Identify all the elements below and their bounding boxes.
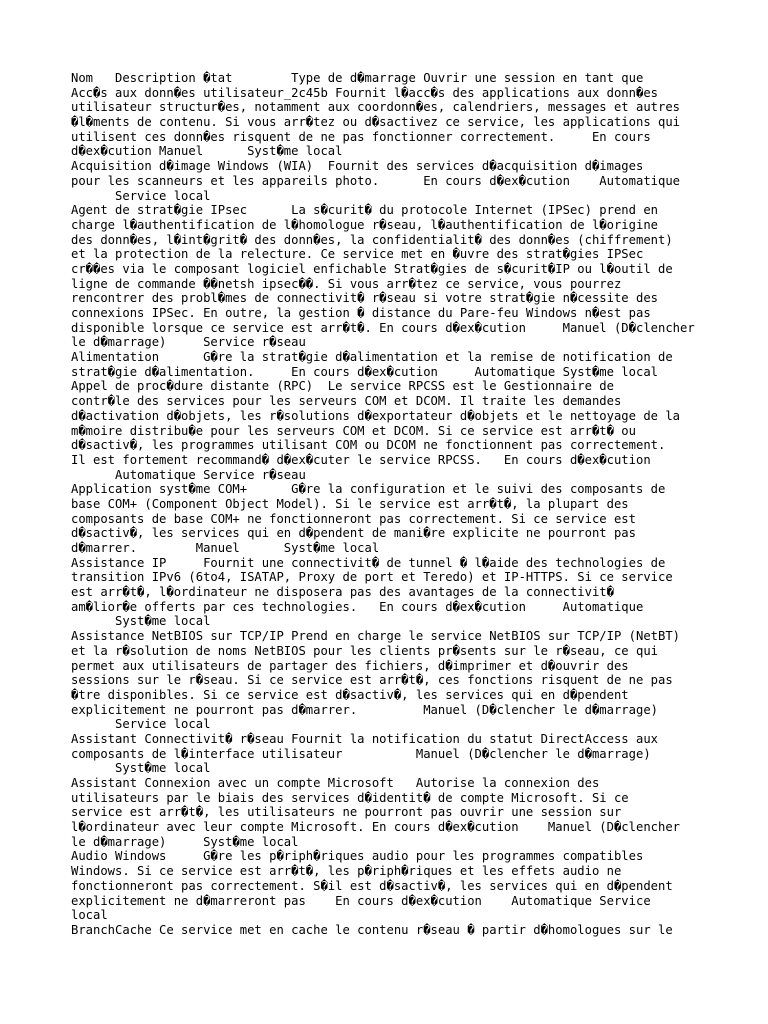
text-line: m�moire distribu�e pour les serveurs COM et DCOM. Si ce service est arr�t� ou [71, 423, 636, 438]
text-line: am�lior�e offerts par ces technologies. En cours d�ex�cution Automatique [71, 599, 644, 614]
text-line: Audio Windows G�re les p�riph�riques audio pour les programmes compatibles [71, 849, 644, 864]
text-line: Syst�me local [71, 761, 211, 776]
text-line: Acquisition d�image Windows (WIA) Fournit des services d�acquisition d�images [71, 159, 644, 174]
text-line: utilisent ces donn�es risquent de ne pas fonctionner correctement. En cours [71, 129, 651, 144]
text-line: �l�ments de contenu. Si vous arr�tez ou d�sactivez ce service, les applications qui [71, 115, 681, 130]
text-line: base COM+ (Component Object Model). Si le service est arr�t�, la plupart des [71, 496, 629, 511]
text-line: d�sactiv�, les services qui en d�pendent de mani�re explicite ne pourront pas [71, 526, 636, 541]
text-line: transition IPv6 (6to4, ISATAP, Proxy de port et Teredo) et IP-HTTPS. Si ce service [71, 570, 673, 585]
text-line: Nom Description �tat Type de d�marrage Ouvrir une session en tant que [71, 71, 644, 85]
text-line: le d�marrage) Service r�seau [71, 335, 306, 350]
text-line: service est arr�t�, les utilisateurs ne pourront pas ouvrir une session sur [71, 805, 622, 820]
text-line: Alimentation G�re la strat�gie d�alimentation et la remise de notification de [71, 350, 673, 365]
text-line: Service local [71, 188, 211, 203]
text-line: utilisateur structur�es, notamment aux coordonn�es, calendriers, messages et autres [71, 100, 681, 115]
text-line: strat�gie d�alimentation. En cours d�ex�cution Automatique Syst�me local [71, 364, 658, 379]
text-line: local [71, 908, 108, 923]
text-line: Assistant Connectivit� r�seau Fournit la notification du statut DirectAccess aux [71, 731, 658, 746]
text-line: pour les scanneurs et les appareils photo. En cours d�ex�cution Automatique [71, 173, 681, 188]
text-line: explicitement ne pourront pas d�marrer. Manuel (D�clencher le d�marrage) [71, 702, 658, 717]
text-line: Il est fortement recommand� d�ex�cuter le service RPCSS. En cours d�ex�cution [71, 452, 651, 467]
text-line: Agent de strat�gie IPsec La s�curit� du protocole Internet (IPSec) prend en [71, 203, 658, 218]
text-line: �tre disponibles. Si ce service est d�sactiv�, les services qui en d�pendent [71, 687, 629, 702]
text-line: composants de l�interface utilisateur Manuel (D�clencher le d�marrage) [71, 746, 651, 761]
text-line: sessions sur le r�seau. Si ce service est arr�t�, ces fonctions risquent de ne pas [71, 673, 673, 688]
text-line: BranchCache Ce service met en cache le contenu r�seau � partir d�homologues sur le [71, 922, 673, 937]
text-line: cr��es via le composant logiciel enfichable Strat�gies de s�curit�IP ou l�outil de [71, 261, 673, 276]
text-line: Assistance IP Fournit une connectivit� de tunnel � l�aide des technologies de [71, 555, 666, 570]
text-line: le d�marrage) Syst�me local [71, 834, 299, 849]
text-line: rencontrer des probl�mes de connectivit� r�seau si votre strat�gie n�cessite des [71, 291, 658, 306]
text-line: d�activation d�objets, les r�solutions d�exportateur d�objets et le nettoyage de la [71, 408, 681, 423]
text-line: l�ordinateur avec leur compte Microsoft. En cours d�ex�cution Manuel (D�clencher [71, 820, 681, 835]
text-line: Automatique Service r�seau [71, 467, 306, 482]
text-line: explicitement ne d�marreront pas En cours d�ex�cution Automatique Service [71, 893, 651, 908]
text-line: utilisateurs par le biais des services d�identit� de compte Microsoft. Si ce [71, 790, 629, 805]
text-line: connexions IPSec. En outre, la gestion � distance du Pare-feu Windows n�est pas [71, 306, 651, 320]
document-text [71, 71, 711, 938]
text-line: d�sactiv�, les programmes utilisant COM ou DCOM ne fonctionnent pas correctement. [71, 438, 666, 453]
text-line: Appel de proc�dure distante (RPC) Le service RPCSS est le Gestionnaire de [71, 379, 614, 394]
text-line: des donn�es, l�int�grit� des donn�es, la confidentialit� des donn�es (chiffrement) [71, 232, 673, 247]
text-line: Assistance NetBIOS sur TCP/IP Prend en charge le service NetBIOS sur TCP/IP (NetBT) [71, 629, 681, 644]
text-line: Service local [71, 717, 211, 732]
text-line: contr�le des services pour les serveurs COM et DCOM. Il traite les demandes [71, 394, 622, 409]
text-line: charge l�authentification de l�homologue r�seau, l�authentification de l�origine [71, 217, 658, 232]
text-line: d�marrer. Manuel Syst�me local [71, 541, 380, 555]
text-line: Application syst�me COM+ G�re la configuration et le suivi des composants de [71, 482, 666, 497]
text-line: ligne de commande ��netsh ipsec��. Si vous arr�tez ce service, vous pourrez [71, 276, 622, 291]
text-line: Windows. Si ce service est arr�t�, les p�riph�riques et les effets audio ne [71, 864, 622, 879]
text-line: Assistant Connexion avec un compte Microsoft Autorise la connexion des [71, 776, 600, 790]
text-line: est arr�t�, l�ordinateur ne disposera pas des avantages de la connectivit� [71, 585, 614, 600]
text-line: Acc�s aux donn�es utilisateur_2c45b Fournit l�acc�s des applications aux donn�es [71, 85, 658, 100]
text-line: composants de base COM+ ne fonctionneront pas correctement. Si ce service est [71, 511, 636, 526]
text-line: disponible lorsque ce service est arr�t�. En cours d�ex�cution Manuel (D�clencher [71, 320, 695, 335]
text-line: d�ex�cution Manuel Syst�me local [71, 144, 343, 159]
text-line: et la r�solution de noms NetBIOS pour les clients pr�sents sur le r�seau, ce qui [71, 643, 658, 658]
text-line: Syst�me local [71, 614, 211, 629]
text-line: fonctionneront pas correctement. S�il est d�sactiv�, les services qui en d�pendent [71, 878, 673, 893]
text-line: et la protection de la relecture. Ce service met en �uvre des strat�gies IPSec [71, 247, 644, 262]
text-line: permet aux utilisateurs de partager des fichiers, d�imprimer et d�ouvrir des [71, 658, 629, 673]
